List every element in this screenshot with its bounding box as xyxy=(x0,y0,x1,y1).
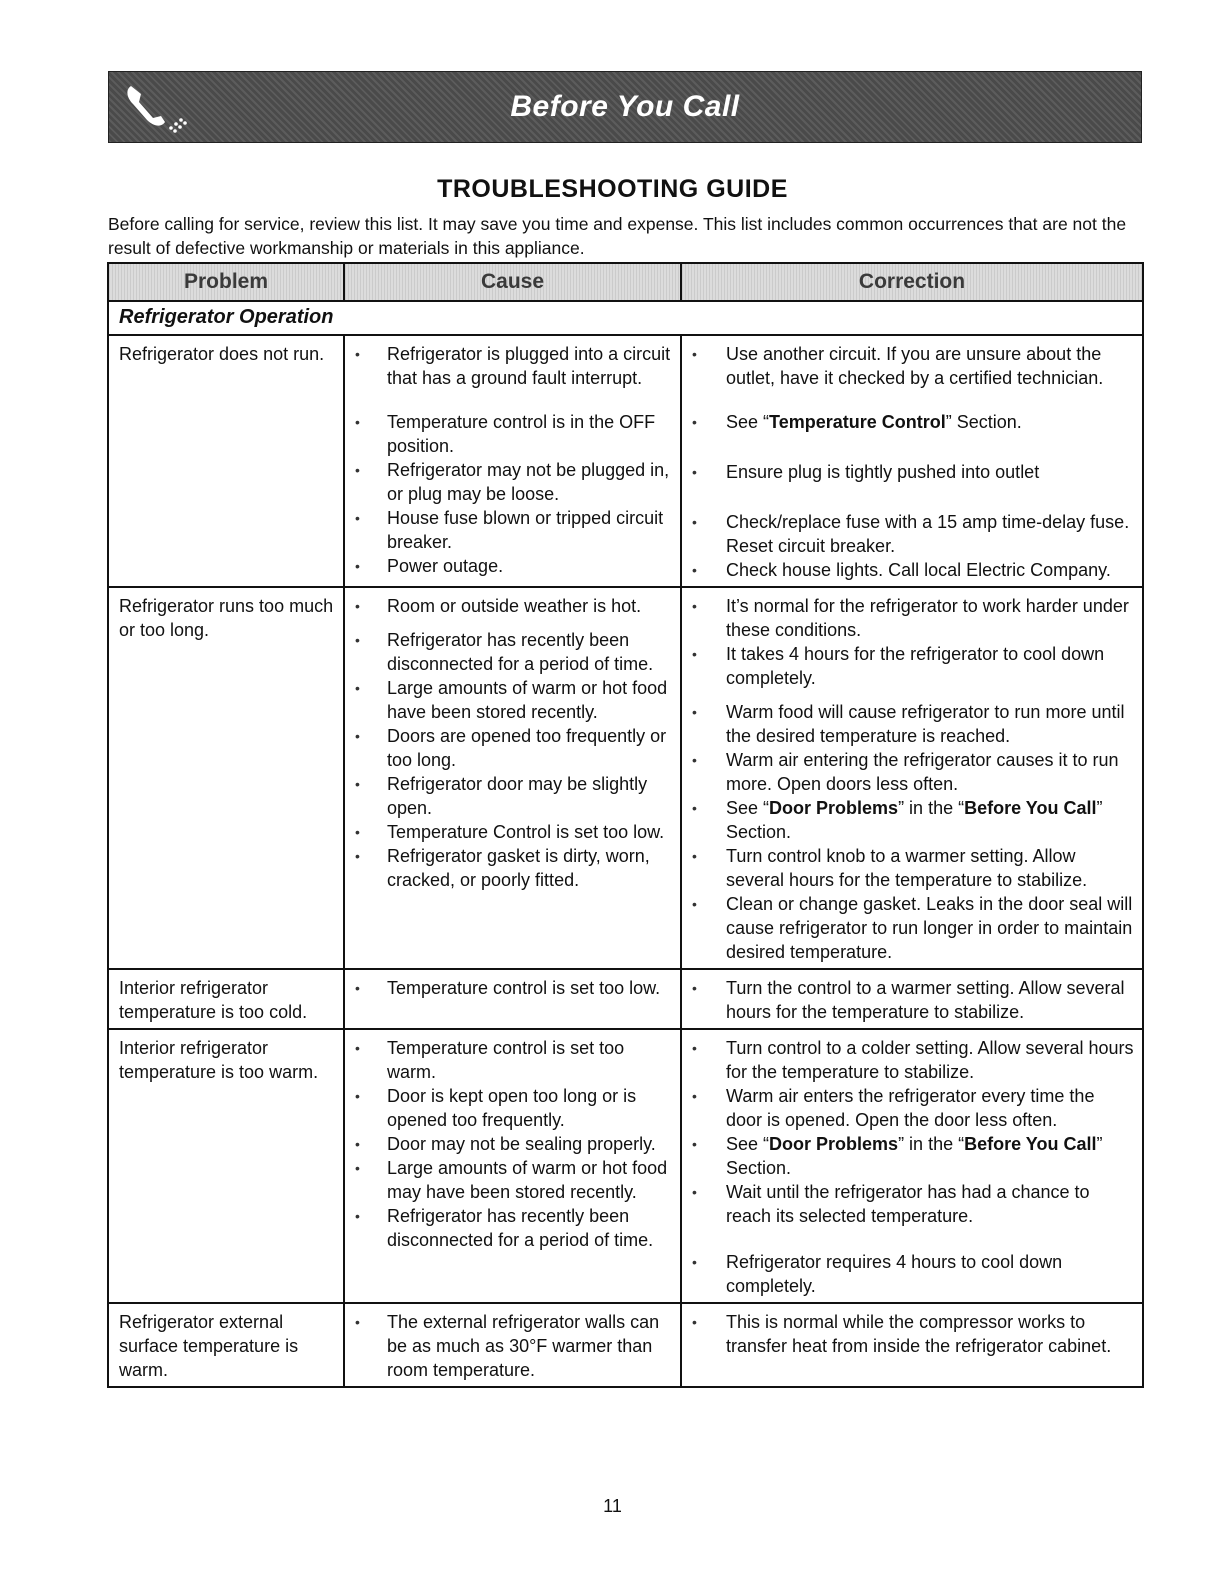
header-cause: Cause xyxy=(344,263,681,301)
cause-cell xyxy=(344,1303,681,1387)
correction-text: Clean or change gasket. Leaks in the door seal will cause refrigerator to run longer in order to maintain desired temperature. xyxy=(726,894,1133,962)
correction-cell xyxy=(681,1303,1143,1387)
problem-cell: Refrigerator runs too much or too long. xyxy=(108,587,344,969)
correction-text: Turn control knob to a warmer setting. Allow several hours for the temperature to stabilize. xyxy=(726,846,1088,890)
correction-text: Turn control to a colder setting. Allow several hours for the temperature to stabilize. xyxy=(726,1038,1134,1082)
cause-item: • Refrigerator is plugged into a circuit that has a ground fault interrupt. xyxy=(351,342,672,390)
cause-item: • Refrigerator has recently been disconnected for a period of time. xyxy=(351,628,672,676)
correction-item xyxy=(688,1132,1134,1180)
correction-item xyxy=(688,1036,1134,1084)
correction-text: It takes 4 hours for the refrigerator to cool down completely. xyxy=(726,644,1105,688)
correction-text: Warm food will cause refrigerator to run more until the desired temperature is reached. xyxy=(726,702,1125,746)
cause-item: • Power outage. xyxy=(351,554,672,578)
correction-text: It’s normal for the refrigerator to work harder under these conditions. xyxy=(726,596,1129,640)
correction-emphasis: Door Problems xyxy=(769,1134,899,1154)
table-row xyxy=(108,969,1143,1029)
cause-cell xyxy=(344,587,681,969)
cause-item: • Temperature Control is set too low. xyxy=(351,820,672,844)
table-row xyxy=(108,1029,1143,1303)
correction-text: ” Section. xyxy=(945,412,1022,432)
problem-cell: Interior refrigerator temperature is too cold. xyxy=(108,969,344,1029)
correction-text: Warm air entering the refrigerator causes it to run more. Open doors less often. xyxy=(726,750,1119,794)
correction-item xyxy=(688,1084,1134,1132)
correction-emphasis: Before You Call xyxy=(964,798,1097,818)
cause-item: • Refrigerator may not be plugged in, or plug may be loose. xyxy=(351,458,672,506)
correction-text: ” Section. xyxy=(726,1134,1103,1178)
cause-item: • The external refrigerator walls can be as much as 30°F warmer than room temperature. xyxy=(351,1310,672,1382)
correction-text: See “ xyxy=(726,798,770,818)
page-number: 11 xyxy=(603,1496,622,1516)
correction-item xyxy=(688,410,1134,434)
correction-item xyxy=(688,558,1134,582)
cause-list xyxy=(351,594,672,892)
correction-text: ” in the “ xyxy=(898,798,965,818)
table-row xyxy=(108,1303,1143,1387)
section-heading: Refrigerator Operation xyxy=(108,301,1143,335)
correction-text: Ensure plug is tightly pushed into outlet xyxy=(726,462,1040,482)
correction-text: Check/replace fuse with a 15 amp time-delay fuse. Reset circuit breaker. xyxy=(726,512,1130,556)
correction-list xyxy=(688,1036,1134,1298)
cause-item: • Refrigerator gasket is dirty, worn, cracked, or poorly fitted. xyxy=(351,844,672,892)
correction-item xyxy=(688,844,1134,892)
correction-item xyxy=(688,976,1134,1024)
correction-item xyxy=(688,1250,1134,1298)
cause-list xyxy=(351,1036,672,1252)
correction-text: See “ xyxy=(726,1134,770,1154)
correction-list xyxy=(688,976,1134,1024)
cause-item: • Doors are opened too frequently or too long. xyxy=(351,724,672,772)
correction-item xyxy=(688,594,1134,642)
correction-item xyxy=(688,510,1134,558)
cause-cell xyxy=(344,1029,681,1303)
cause-cell xyxy=(344,969,681,1029)
header-correction: Correction xyxy=(681,263,1143,301)
correction-text: Use another circuit. If you are unsure about the outlet, have it checked by a certified technician. xyxy=(726,344,1104,388)
problem-cell: Refrigerator external surface temperature is warm. xyxy=(108,1303,344,1387)
cause-list xyxy=(351,342,672,578)
correction-item xyxy=(688,892,1134,964)
problem-cell: Interior refrigerator temperature is too warm. xyxy=(108,1029,344,1303)
correction-cell xyxy=(681,969,1143,1029)
problem-cell: Refrigerator does not run. xyxy=(108,335,344,587)
correction-emphasis: Temperature Control xyxy=(769,412,946,432)
cause-item: • Refrigerator door may be slightly open. xyxy=(351,772,672,820)
cause-cell xyxy=(344,335,681,587)
correction-text: Check house lights. Call local Electric Company. xyxy=(726,560,1111,580)
intro-paragraph: Before calling for service, review this list. It may save you time and expense. This list includes common occurrences that are not the result of defective workmanship or materials in this appliance. xyxy=(108,214,1127,258)
correction-cell xyxy=(681,587,1143,969)
cause-item: • Temperature control is set too low. xyxy=(351,976,672,1000)
correction-list xyxy=(688,1310,1134,1358)
banner-title: Before You Call xyxy=(510,90,740,123)
correction-list xyxy=(688,342,1134,582)
cause-item: • Door is kept open too long or is opened too frequently. xyxy=(351,1084,672,1132)
correction-item xyxy=(688,642,1134,690)
cause-list xyxy=(351,976,672,1000)
correction-text: Wait until the refrigerator has had a chance to reach its selected temperature. xyxy=(726,1182,1090,1226)
cause-item: • Temperature control is set too warm. xyxy=(351,1036,672,1084)
header-problem: Problem xyxy=(108,263,344,301)
cause-item: • Room or outside weather is hot. xyxy=(351,594,672,618)
cause-item: • Refrigerator has recently been disconnected for a period of time. xyxy=(351,1204,672,1252)
correction-emphasis: Door Problems xyxy=(769,798,899,818)
page-title: TROUBLESHOOTING GUIDE xyxy=(437,175,788,203)
table-row xyxy=(108,335,1143,587)
correction-emphasis: Before You Call xyxy=(964,1134,1097,1154)
cause-item: • Door may not be sealing properly. xyxy=(351,1132,672,1156)
cause-list xyxy=(351,1310,672,1382)
cause-item: • Large amounts of warm or hot food have been stored recently. xyxy=(351,676,672,724)
cause-item: • Temperature control is in the OFF position. xyxy=(351,410,672,458)
correction-text: Refrigerator requires 4 hours to cool down completely. xyxy=(726,1252,1063,1296)
correction-text: ” in the “ xyxy=(898,1134,965,1154)
correction-list xyxy=(688,594,1134,964)
correction-text: This is normal while the compressor works to transfer heat from inside the refrigerator cabinet. xyxy=(726,1312,1112,1356)
correction-text: Turn the control to a warmer setting. Allow several hours for the temperature to stabilize. xyxy=(726,978,1125,1022)
correction-item xyxy=(688,796,1134,844)
correction-item xyxy=(688,700,1134,748)
cause-item: • Large amounts of warm or hot food may have been stored recently. xyxy=(351,1156,672,1204)
correction-item xyxy=(688,342,1134,390)
correction-cell xyxy=(681,335,1143,587)
correction-item xyxy=(688,1180,1134,1228)
troubleshooting-table xyxy=(107,262,1144,1388)
correction-text: See “ xyxy=(726,412,770,432)
header-banner xyxy=(108,71,1142,143)
correction-cell xyxy=(681,1029,1143,1303)
correction-text: ” Section. xyxy=(726,798,1103,842)
correction-text: Warm air enters the refrigerator every time the door is opened. Open the door less often. xyxy=(726,1086,1095,1130)
correction-item xyxy=(688,1310,1134,1358)
cause-item: • House fuse blown or tripped circuit breaker. xyxy=(351,506,672,554)
table-row xyxy=(108,587,1143,969)
correction-item xyxy=(688,460,1134,484)
correction-item xyxy=(688,748,1134,796)
